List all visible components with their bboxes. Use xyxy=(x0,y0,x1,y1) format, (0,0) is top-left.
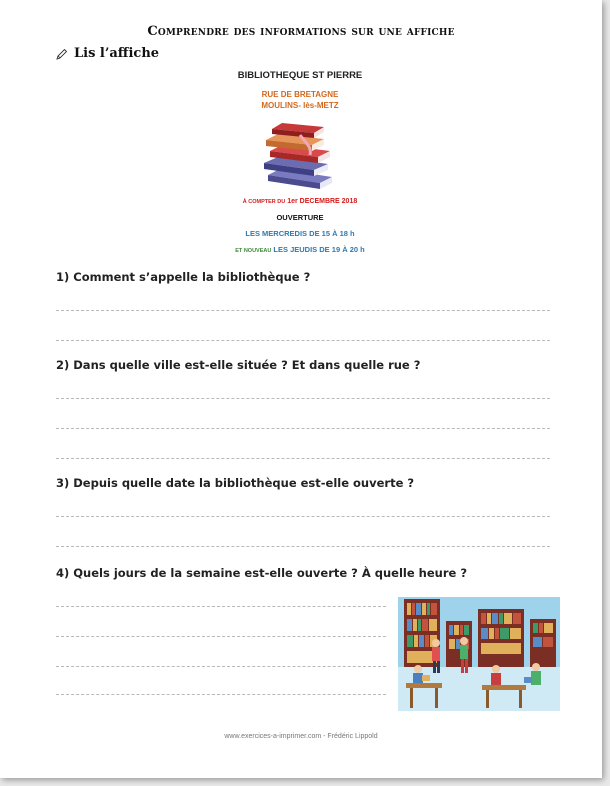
library-illustration xyxy=(398,597,560,711)
pencil-icon xyxy=(56,48,68,60)
poster-thursday: LES JEUDIS DE 19 À 20 h xyxy=(273,245,365,254)
answer-line[interactable] xyxy=(56,398,550,399)
question-3: 3) Depuis quelle date la bibliothèque est-elle ouverte ? xyxy=(56,476,415,490)
instruction xyxy=(56,46,159,61)
poster-date-prefix: À COMPTER DU xyxy=(242,199,286,205)
poster-new-prefix: ET NOUVEAU xyxy=(235,248,272,254)
question-1: 1) Comment s’appelle la bibliothèque ? xyxy=(56,270,311,284)
answer-line[interactable] xyxy=(56,340,550,341)
answer-line[interactable] xyxy=(56,546,550,547)
question-2: 2) Dans quelle ville est-elle située ? Et dans quelle rue ? xyxy=(56,358,421,372)
footer-credit: www.exercices-a-imprimer.com - Frédéric Lippold xyxy=(224,733,378,740)
poster-date: 1er DECEMBRE 2018 xyxy=(287,198,358,205)
poster-wednesday: LES MERCREDIS DE 15 À 18 h xyxy=(245,229,355,238)
answer-line[interactable] xyxy=(56,606,386,607)
poster xyxy=(200,68,400,258)
answer-line[interactable] xyxy=(56,636,386,637)
answer-line[interactable] xyxy=(56,666,386,667)
answer-line[interactable] xyxy=(56,516,550,517)
answer-line[interactable] xyxy=(56,428,550,429)
question-4: 4) Quels jours de la semaine est-elle ouverte ? À quelle heure ? xyxy=(56,566,467,580)
poster-thursday-line xyxy=(200,245,400,254)
poster-date-line xyxy=(200,198,400,205)
poster-opening: OUVERTURE xyxy=(276,213,324,222)
instruction-text: Lis l’affiche xyxy=(74,46,160,61)
answer-line[interactable] xyxy=(56,458,550,459)
poster-library-name: BIBLIOTHEQUE ST PIERRE xyxy=(237,70,363,81)
poster-city: MOULINS- lès-METZ xyxy=(261,101,339,110)
page-title-text: Comprendre des informations sur une affiche xyxy=(147,24,455,39)
answer-line[interactable] xyxy=(56,310,550,311)
poster-street: RUE DE BRETAGNE xyxy=(261,90,339,99)
page-title xyxy=(0,24,602,39)
book-stack-illustration xyxy=(260,123,340,193)
answer-line[interactable] xyxy=(56,694,386,695)
